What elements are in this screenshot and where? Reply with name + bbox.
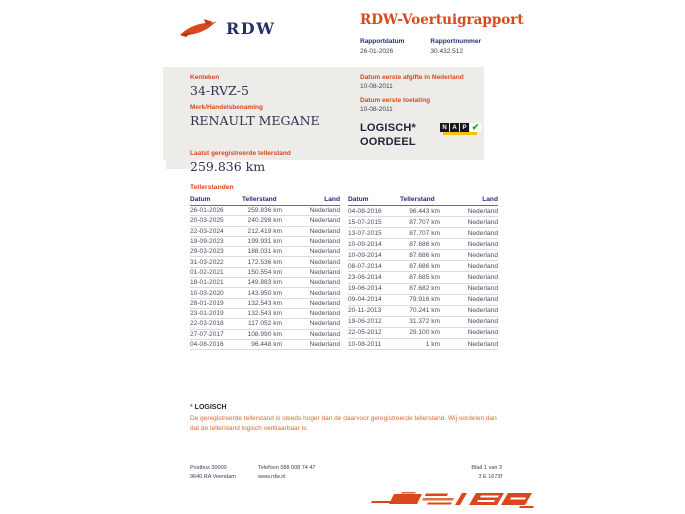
tellerstand-cell: 117.052 km bbox=[242, 319, 294, 329]
oordeel-text bbox=[360, 121, 416, 149]
table-row bbox=[348, 272, 498, 283]
datum-cell: 26-01-2026 bbox=[190, 206, 242, 216]
land-cell: Nederland bbox=[452, 305, 498, 316]
land-cell: Nederland bbox=[452, 250, 498, 261]
footer-form-code: 3 E 1673f bbox=[478, 474, 502, 480]
datum-cell: 13-07-2015 bbox=[348, 228, 400, 239]
land-cell: Nederland bbox=[452, 272, 498, 283]
tellerstanden-section bbox=[190, 184, 498, 350]
land-cell: Nederland bbox=[452, 261, 498, 272]
datum-cell: 20-11-2013 bbox=[348, 305, 400, 316]
datum-cell: 27-07-2017 bbox=[190, 329, 242, 339]
land-cell: Nederland bbox=[294, 206, 340, 216]
report-date-value: 26-01-2026 bbox=[360, 48, 394, 55]
land-cell: Nederland bbox=[452, 338, 498, 349]
land-cell: Nederland bbox=[294, 298, 340, 308]
table-row bbox=[348, 294, 498, 305]
tellerstand-cell: 172.536 km bbox=[242, 257, 294, 267]
tellerstand-cell: 199.931 km bbox=[242, 236, 294, 246]
table-row bbox=[348, 338, 498, 349]
tellerstand-cell: 240.298 km bbox=[242, 216, 294, 226]
rdw-logo-text: RDW bbox=[226, 19, 276, 38]
merk-label: Merk/Handelsbenaming bbox=[190, 104, 263, 111]
datum-cell: 10-09-2014 bbox=[348, 239, 400, 250]
rdw-logo bbox=[178, 13, 276, 44]
tellerstand-cell: 150.554 km bbox=[242, 267, 294, 277]
eerste-afgifte-value: 10-08-2011 bbox=[360, 83, 393, 90]
oordeel-line1: LOGISCH* bbox=[360, 122, 416, 134]
rdw-wing-icon bbox=[178, 13, 220, 44]
eerste-toelating-value: 10-08-2011 bbox=[360, 106, 393, 113]
logisch-footnote bbox=[190, 404, 502, 434]
land-cell: Nederland bbox=[452, 327, 498, 338]
tellerstand-cell: 96.443 km bbox=[400, 206, 452, 217]
table-row bbox=[190, 319, 340, 329]
land-cell: Nederland bbox=[452, 283, 498, 294]
tellerstand-cell: 108.990 km bbox=[242, 329, 294, 339]
table-row bbox=[190, 257, 340, 267]
tellerstand-cell: 87.686 km bbox=[400, 261, 452, 272]
tellerstand-cell: 29.100 km bbox=[400, 327, 452, 338]
datum-cell: 22-05-2012 bbox=[348, 327, 400, 338]
table-row bbox=[348, 206, 498, 217]
table-row bbox=[348, 327, 498, 338]
land-cell: Nederland bbox=[452, 206, 498, 217]
land-cell: Nederland bbox=[294, 216, 340, 226]
datum-cell: 10-03-2020 bbox=[190, 288, 242, 298]
merk-value: RENAULT MEGANE bbox=[190, 113, 320, 128]
tellerstand-cell: 212.419 km bbox=[242, 226, 294, 236]
tellerstand-cell: 132.543 km bbox=[242, 298, 294, 308]
datum-cell: 10-08-2011 bbox=[348, 338, 400, 349]
page-title: RDW-Voertuigrapport bbox=[360, 12, 524, 28]
table-header-row bbox=[190, 196, 340, 206]
tellerstand-cell: 143.950 km bbox=[242, 288, 294, 298]
kenteken-label: Kenteken bbox=[190, 74, 220, 81]
table-row bbox=[190, 298, 340, 308]
datum-cell: 28-01-2019 bbox=[190, 298, 242, 308]
tellerstanden-title: Tellerstanden bbox=[190, 184, 234, 191]
land-cell: Nederland bbox=[294, 247, 340, 257]
tellerstand-cell: 79.916 km bbox=[400, 294, 452, 305]
column-header-land: Land bbox=[294, 196, 340, 206]
kenteken-value: 34-RVZ-5 bbox=[190, 83, 249, 98]
table-row bbox=[190, 236, 340, 246]
column-header-tellerstand: Tellerstand bbox=[400, 196, 452, 206]
nap-letter-n: N bbox=[440, 123, 449, 132]
footer-address bbox=[190, 464, 258, 482]
registration-dates-column bbox=[360, 74, 510, 149]
tellerstand-cell: 87.686 km bbox=[400, 250, 452, 261]
land-cell: Nederland bbox=[294, 257, 340, 267]
table-row bbox=[348, 316, 498, 327]
tellerstand-cell: 87.707 km bbox=[400, 228, 452, 239]
tellerstand-cell: 87.686 km bbox=[400, 239, 452, 250]
land-cell: Nederland bbox=[294, 339, 340, 349]
table-row bbox=[190, 288, 340, 298]
datum-cell: 01-02-2021 bbox=[190, 267, 242, 277]
footer-website: www.rdw.nl bbox=[258, 474, 286, 480]
land-cell: Nederland bbox=[452, 228, 498, 239]
report-number-value: 30.432.512 bbox=[430, 48, 463, 55]
datum-cell: 22-03-2018 bbox=[190, 319, 242, 329]
datum-cell: 19-09-2023 bbox=[190, 236, 242, 246]
land-cell: Nederland bbox=[294, 236, 340, 246]
speed-stripes-graphic bbox=[368, 491, 536, 514]
table-row bbox=[348, 250, 498, 261]
tellerstand-cell: 259.836 km bbox=[242, 206, 294, 216]
table-row bbox=[190, 206, 340, 216]
datum-cell: 08-07-2014 bbox=[348, 261, 400, 272]
table-row bbox=[348, 283, 498, 294]
column-header-datum: Datum bbox=[190, 196, 242, 206]
datum-cell: 09-04-2014 bbox=[348, 294, 400, 305]
report-header bbox=[360, 12, 600, 55]
table-row bbox=[190, 278, 340, 288]
land-cell: Nederland bbox=[452, 239, 498, 250]
table-row bbox=[348, 217, 498, 228]
tellerstand-cell: 70.241 km bbox=[400, 305, 452, 316]
table-row bbox=[190, 216, 340, 226]
datum-cell: 04-08-2016 bbox=[348, 206, 400, 217]
tellerstand-cell: 96.448 km bbox=[242, 339, 294, 349]
land-cell: Nederland bbox=[452, 217, 498, 228]
table-row bbox=[190, 267, 340, 277]
report-date-block bbox=[360, 38, 404, 55]
tellerstand-cell: 1 km bbox=[400, 338, 452, 349]
tellerstanden-table-right bbox=[348, 196, 498, 350]
datum-cell: 10-09-2014 bbox=[348, 250, 400, 261]
table-row bbox=[348, 228, 498, 239]
nap-letter-p: P bbox=[460, 123, 469, 132]
land-cell: Nederland bbox=[294, 319, 340, 329]
datum-cell: 04-08-2016 bbox=[190, 339, 242, 349]
land-cell: Nederland bbox=[294, 226, 340, 236]
table-row bbox=[348, 261, 498, 272]
tellerstanden-table-left bbox=[190, 196, 340, 350]
report-number-block bbox=[430, 38, 481, 55]
tellerstand-cell: 132.543 km bbox=[242, 308, 294, 318]
tellerstand-cell: 188.031 km bbox=[242, 247, 294, 257]
report-date-label: Rapportdatum bbox=[360, 38, 405, 45]
nap-logo bbox=[440, 123, 481, 135]
table-row bbox=[190, 308, 340, 318]
footer-address-line1: Postbus 30000 bbox=[190, 465, 227, 471]
table-row bbox=[190, 226, 340, 236]
footer-page-number: Blad 1 van 3 bbox=[471, 465, 502, 471]
tellerstand-cell: 87.682 km bbox=[400, 283, 452, 294]
land-cell: Nederland bbox=[452, 294, 498, 305]
tellerstand-cell: 31.372 km bbox=[400, 316, 452, 327]
table-row bbox=[190, 339, 340, 349]
datum-cell: 15-07-2015 bbox=[348, 217, 400, 228]
land-cell: Nederland bbox=[294, 278, 340, 288]
datum-cell: 22-03-2024 bbox=[190, 226, 242, 236]
datum-cell: 19-06-2012 bbox=[348, 316, 400, 327]
footnote-title bbox=[190, 404, 502, 411]
eerste-afgifte-label: Datum eerste afgifte in Nederland bbox=[360, 74, 464, 81]
footnote-title-text: LOGISCH bbox=[194, 404, 227, 411]
land-cell: Nederland bbox=[294, 308, 340, 318]
land-cell: Nederland bbox=[294, 267, 340, 277]
nap-letter-a: A bbox=[450, 123, 459, 132]
footer-page-info bbox=[408, 464, 502, 482]
datum-cell: 23-06-2014 bbox=[348, 272, 400, 283]
datum-cell: 19-06-2014 bbox=[348, 283, 400, 294]
eerste-toelating-label: Datum eerste toelating bbox=[360, 97, 431, 104]
datum-cell: 18-01-2021 bbox=[190, 278, 242, 288]
nap-checkmark-icon: ✔ bbox=[471, 122, 480, 132]
table-row bbox=[348, 305, 498, 316]
footnote-asterisk: * bbox=[190, 404, 195, 411]
footer-phone: Telefoon 088 008 74 47 bbox=[258, 465, 316, 471]
datum-cell: 29-03-2023 bbox=[190, 247, 242, 257]
column-header-land: Land bbox=[452, 196, 498, 206]
footer-address-line2: 9640 RA Veendam bbox=[190, 474, 236, 480]
tellerstand-cell: 149.883 km bbox=[242, 278, 294, 288]
table-row bbox=[190, 329, 340, 339]
datum-cell: 23-01-2019 bbox=[190, 308, 242, 318]
table-row bbox=[190, 247, 340, 257]
land-cell: Nederland bbox=[294, 329, 340, 339]
footnote-text: De geregistreerde tellerstand is steeds hoger dan de daarvoor geregistreerde tellerstand. Wij oordelen dan dat de tellerstand logisch verklaarbaar is. bbox=[190, 415, 497, 432]
report-number-label: Rapportnummer bbox=[430, 38, 481, 45]
laatste-tellerstand-label: Laatst geregistreerde tellerstand bbox=[190, 150, 291, 157]
table-header-row bbox=[348, 196, 498, 206]
laatste-tellerstand-value: 259.836 km bbox=[190, 159, 266, 174]
datum-cell: 31-03-2022 bbox=[190, 257, 242, 267]
vehicle-identity-column bbox=[190, 74, 340, 180]
document-footer bbox=[190, 464, 502, 482]
table-row bbox=[348, 239, 498, 250]
datum-cell: 20-03-2025 bbox=[190, 216, 242, 226]
oordeel-line2: OORDEEL bbox=[360, 136, 416, 148]
column-header-datum: Datum bbox=[348, 196, 400, 206]
land-cell: Nederland bbox=[294, 288, 340, 298]
tellerstand-cell: 87.685 km bbox=[400, 272, 452, 283]
tellerstand-cell: 87.707 km bbox=[400, 217, 452, 228]
land-cell: Nederland bbox=[452, 316, 498, 327]
column-header-tellerstand: Tellerstand bbox=[242, 196, 294, 206]
footer-contact bbox=[258, 464, 408, 482]
